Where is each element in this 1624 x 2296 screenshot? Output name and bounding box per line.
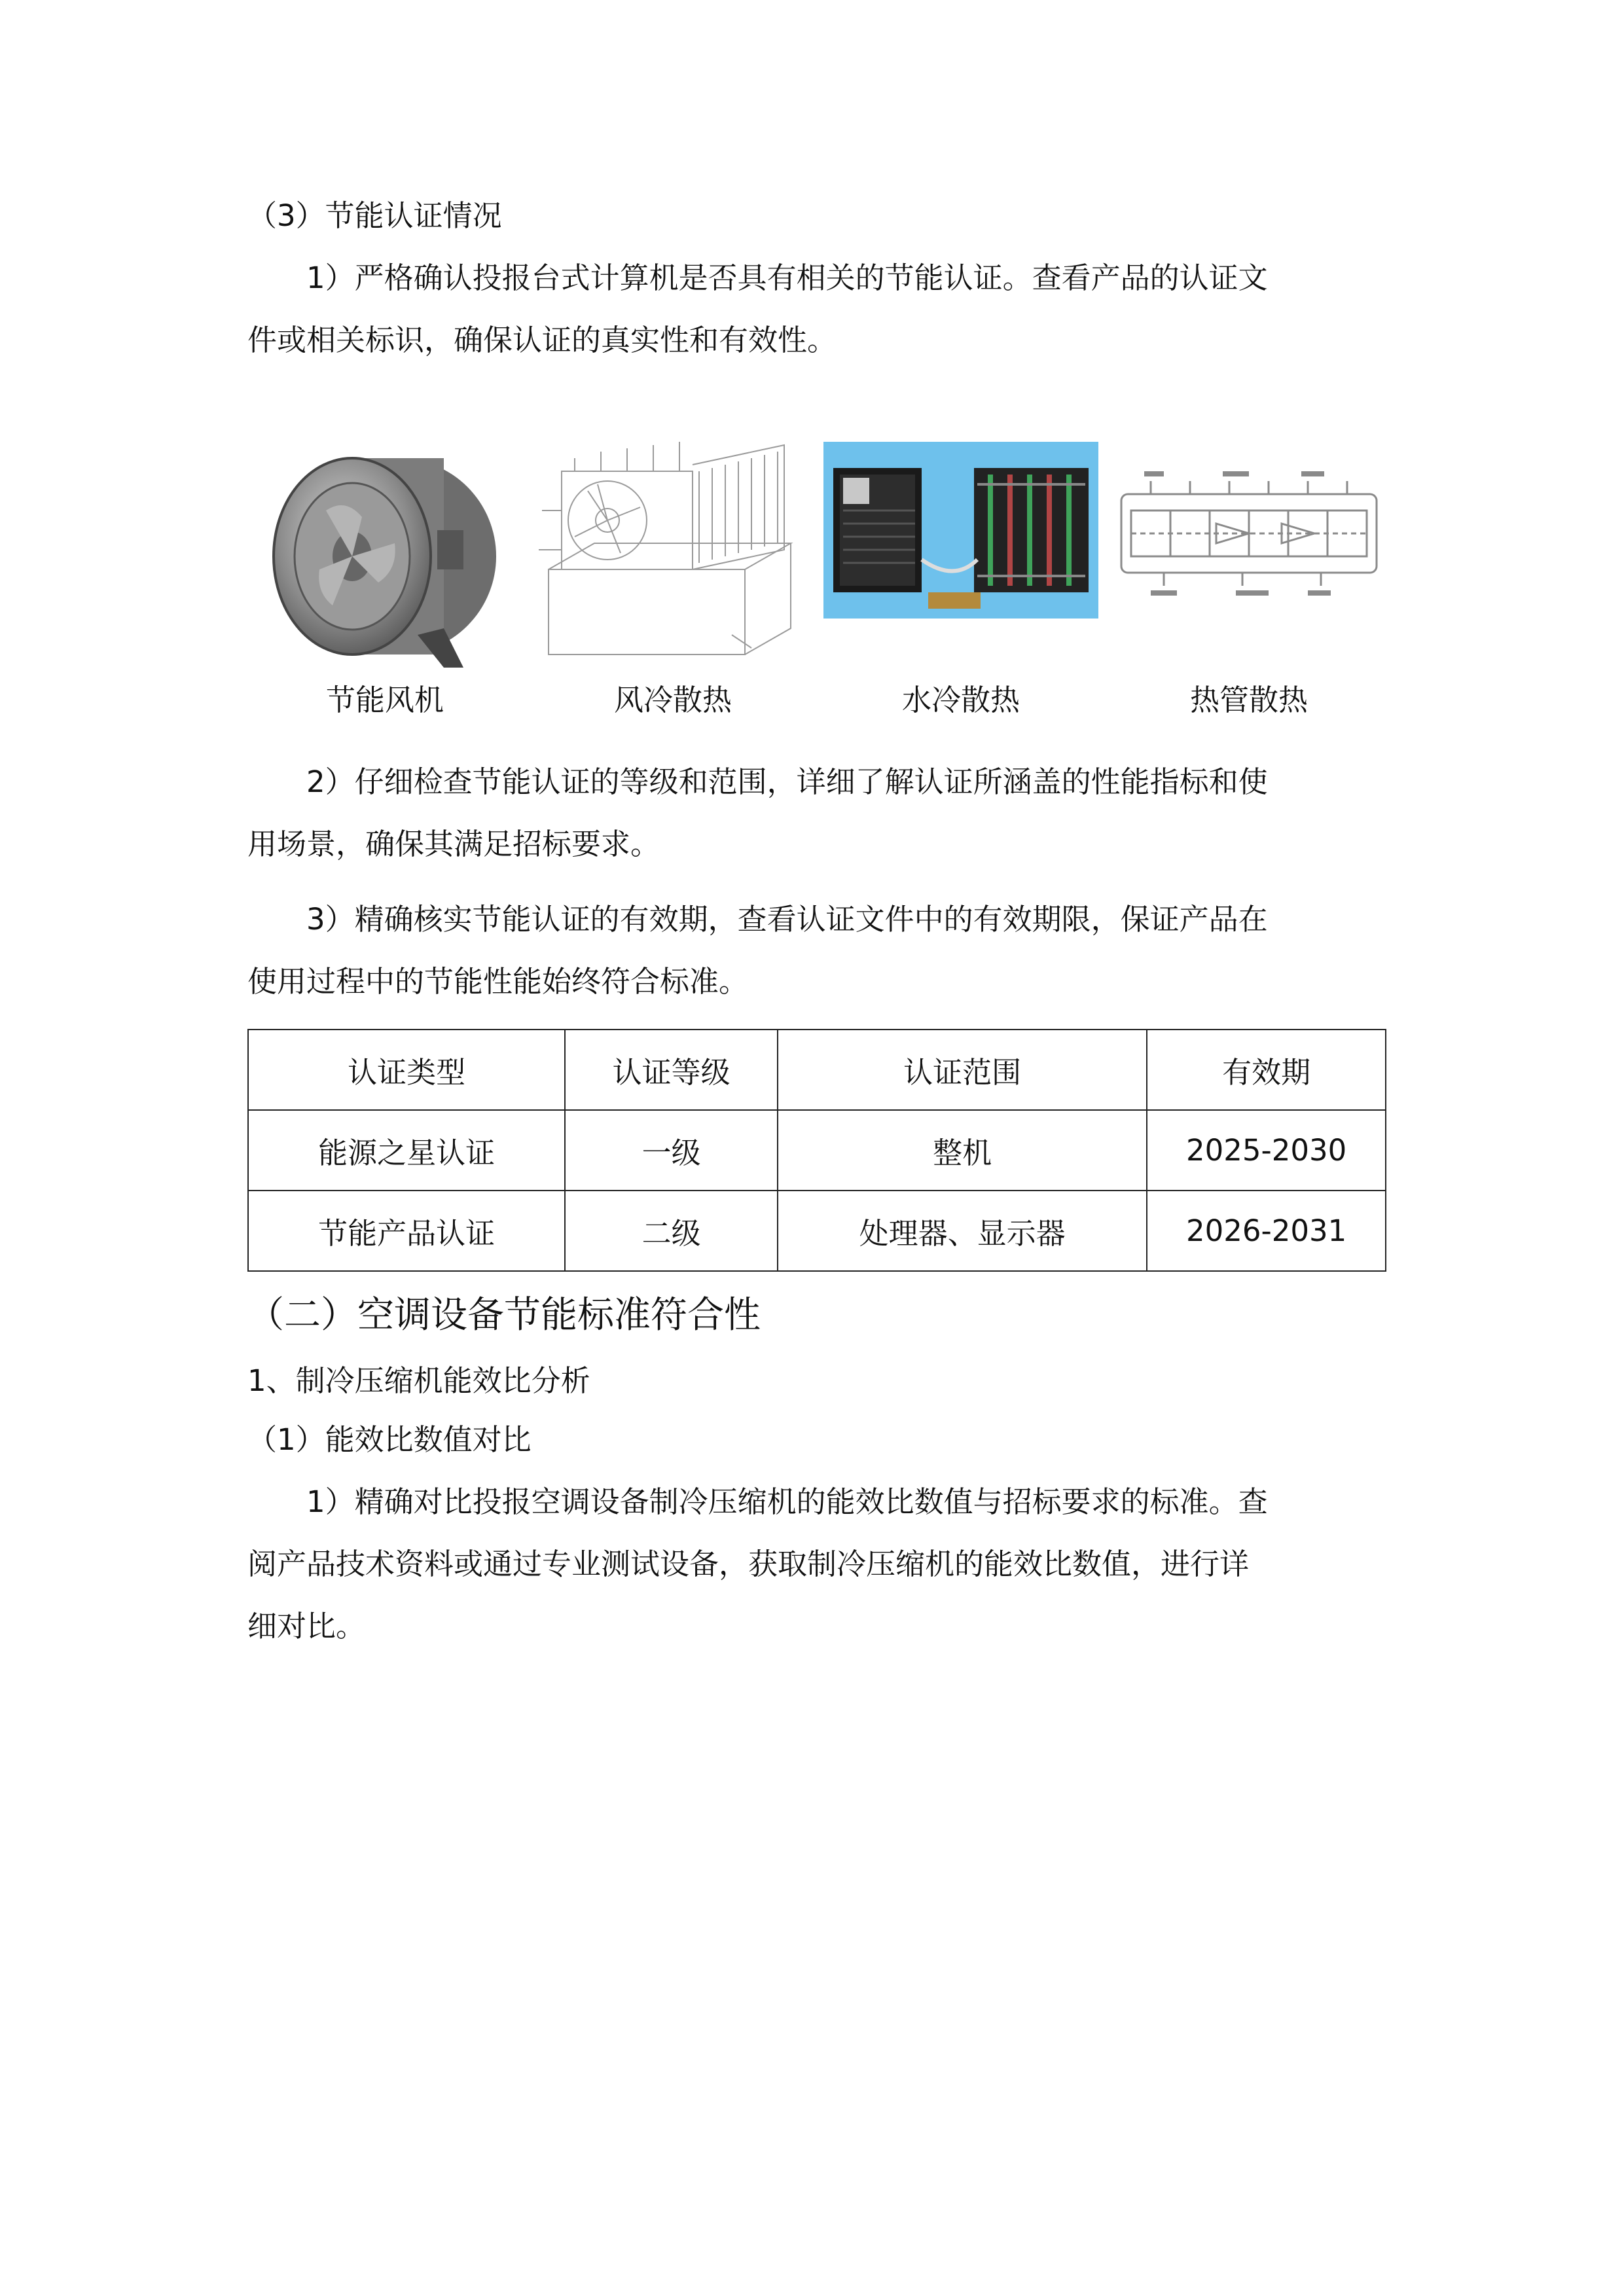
table-header-row <box>248 1030 1386 1110</box>
figure-row <box>247 419 1386 720</box>
table-header-cell: 认证等级 <box>565 1030 778 1110</box>
subsection-heading: 1、制冷压缩机能效比分析 <box>247 1363 590 1398</box>
figure-caption-heatpipe: 热管散热 <box>1189 683 1308 717</box>
paragraph-3-line-2: 使用过程中的节能性能始终符合标准。 <box>247 964 749 999</box>
table-cell: 一级 <box>565 1110 778 1191</box>
paragraph-1-line-2: 件或相关标识，确保认证的真实性和有效性。 <box>247 323 837 357</box>
table-header-cell: 认证范围 <box>778 1030 1147 1110</box>
paragraph-3-line-1: 3）精确核实节能认证的有效期，查看认证文件中的有效期限，保证产品在 <box>306 902 1268 937</box>
section-heading: （3）节能认证情况 <box>247 198 502 233</box>
table-cell: 处理器、显示器 <box>778 1191 1147 1271</box>
subsubsection-heading: （1）能效比数值对比 <box>247 1422 532 1457</box>
paragraph-4-line-1: 1）精确对比投报空调设备制冷压缩机的能效比数值与招标要求的标准。查 <box>306 1484 1268 1519</box>
heat-pipe-icon <box>1111 419 1386 668</box>
paragraph-1-line-1: 1）严格确认投报台式计算机是否具有相关的节能认证。查看产品的认证文 <box>306 260 1268 295</box>
axial-fan-icon <box>247 419 522 668</box>
air-cooler-icon <box>535 419 810 668</box>
figure-caption-air: 风冷散热 <box>613 683 732 717</box>
heat-pipe-image <box>1111 419 1386 668</box>
water-cooler-image <box>823 419 1098 668</box>
paragraph-2-line-2: 用场景，确保其满足招标要求。 <box>247 827 660 861</box>
table-cell: 2025-2030 <box>1147 1110 1386 1191</box>
table-cell: 2026-2031 <box>1147 1191 1386 1271</box>
section-2-heading: （二）空调设备节能标准符合性 <box>247 1294 761 1336</box>
table-cell: 整机 <box>778 1110 1147 1191</box>
table-row <box>248 1110 1386 1191</box>
table-cell: 二级 <box>565 1191 778 1271</box>
figure-caption-water: 水冷散热 <box>901 683 1020 717</box>
table-header-cell: 有效期 <box>1147 1030 1386 1110</box>
table-header-cell: 认证类型 <box>248 1030 565 1110</box>
paragraph-2-line-1: 2）仔细检查节能认证的等级和范围，详细了解认证所涵盖的性能指标和使 <box>306 764 1268 799</box>
figure-caption-fan: 节能风机 <box>325 683 444 717</box>
table-row <box>248 1191 1386 1271</box>
certification-table <box>247 1029 1386 1272</box>
air-cooler-image <box>535 419 810 668</box>
table-cell: 节能产品认证 <box>248 1191 565 1271</box>
paragraph-4-line-3: 细对比。 <box>247 1609 366 1643</box>
axial-fan-image <box>247 419 522 668</box>
paragraph-4-line-2: 阅产品技术资料或通过专业测试设备，获取制冷压缩机的能效比数值，进行详 <box>247 1547 1250 1581</box>
table-cell: 能源之星认证 <box>248 1110 565 1191</box>
water-cooler-icon <box>823 419 1098 668</box>
